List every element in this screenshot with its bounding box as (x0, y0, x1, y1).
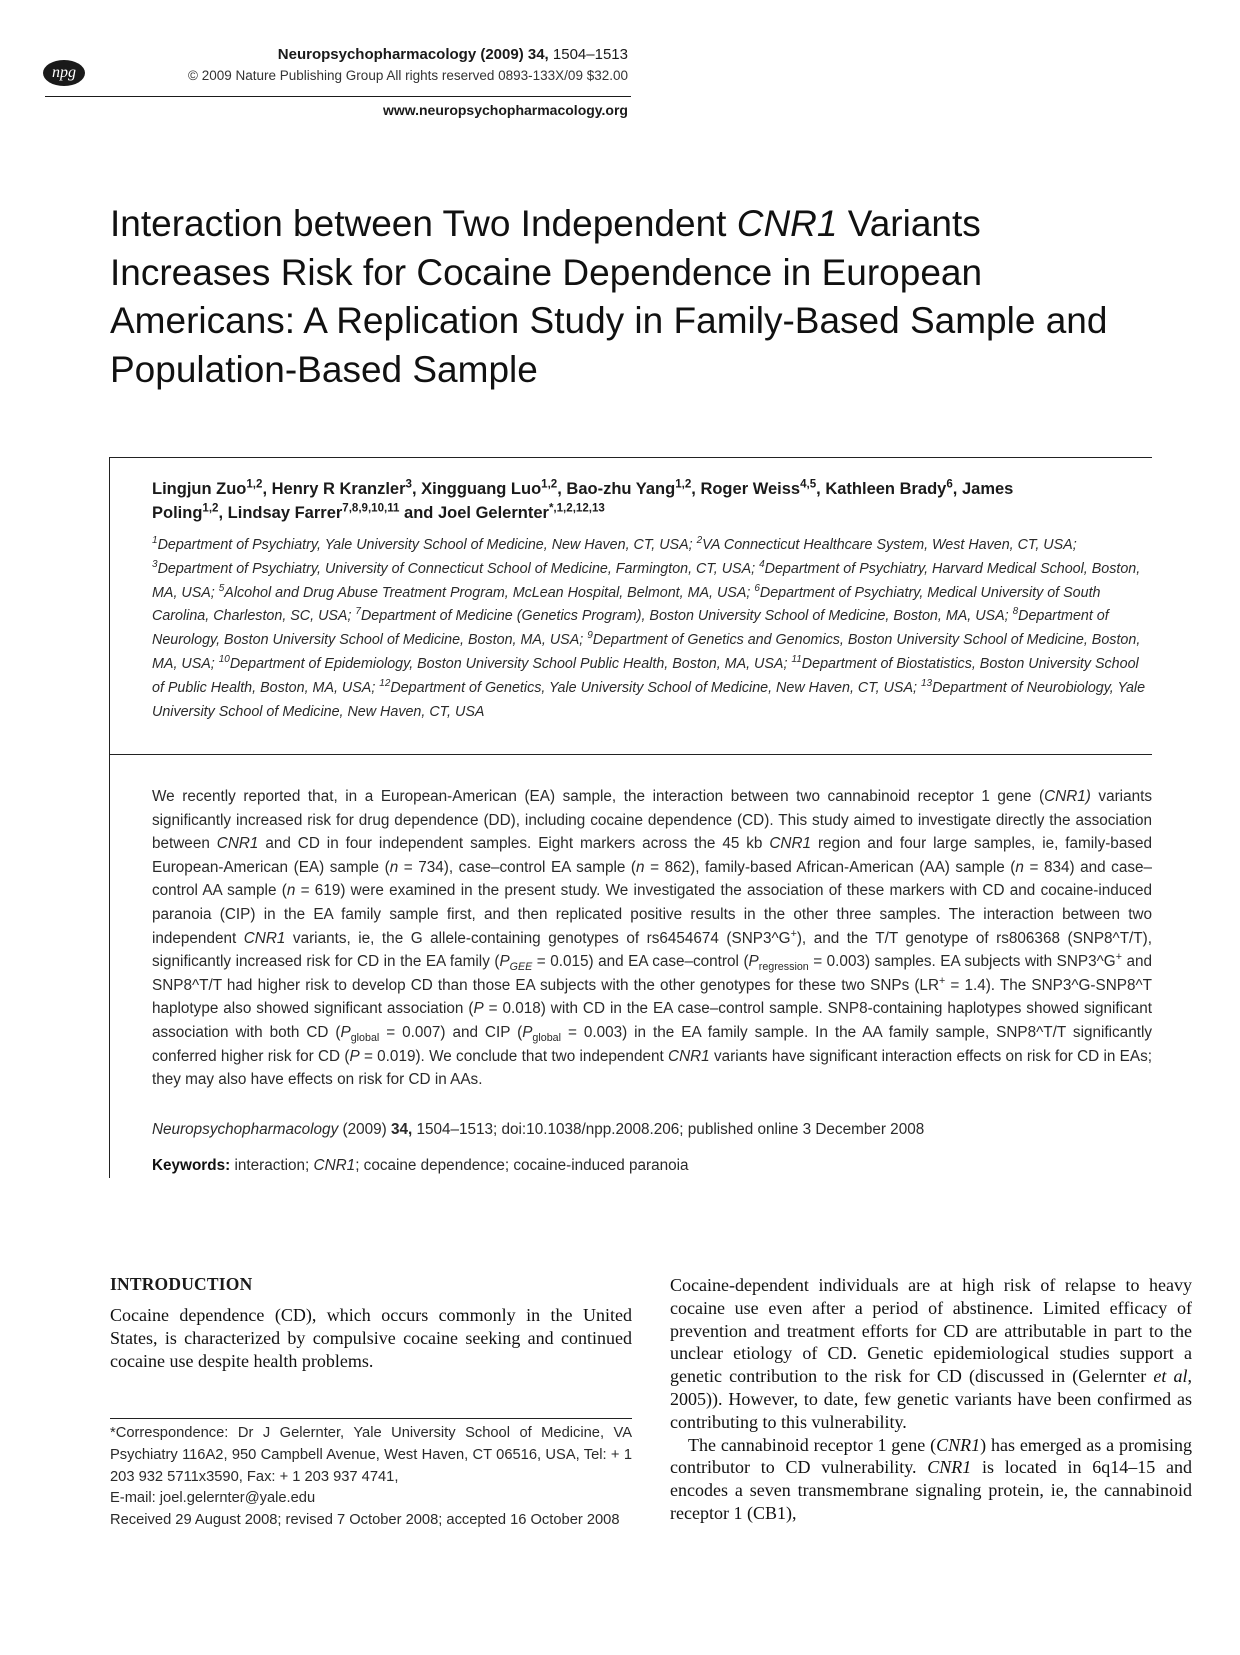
author-name: Bao-zhu Yang (566, 480, 676, 498)
journal-website[interactable]: www.neuropsychopharmacology.org (382, 102, 628, 118)
intro-paragraph-left: Cocaine dependence (CD), which occurs commonly in the United States, is characterized by compulsive cocaine seeking and continued cocaine use despite health problems. (110, 1305, 632, 1371)
affiliation-number: 6 (754, 582, 760, 594)
author-affiliation-marker: 7,8,9,10,11 (342, 502, 400, 515)
author-box-left-rule (109, 457, 110, 754)
copyright-line: © 2009 Nature Publishing Group All rights reserved 0893-133X/09 $32.00 (188, 68, 628, 83)
author-name: Kathleen Brady (825, 480, 947, 498)
author-affiliation-marker: 1,2 (202, 502, 219, 515)
affiliation-number: 7 (355, 606, 361, 618)
author-affiliation-marker: 1,2 (675, 478, 692, 491)
affiliation-text: Department of Psychiatry, Harvard Medical School, Boston, MA, USA; (152, 560, 1141, 601)
keywords-label: Keywords: (152, 1157, 231, 1174)
correspondence-footnote (110, 1423, 632, 1532)
author-affiliation-marker: 1,2 (541, 478, 558, 491)
affiliation-text: Department of Biostatistics, Boston University School of Public Health, Boston, MA, USA; (152, 655, 1139, 696)
affiliation-number: 10 (218, 654, 230, 666)
author-affiliation-marker: 3 (405, 478, 412, 491)
affiliation-text: Department of Neurobiology, Yale University School of Medicine, New Haven, CT, USA (152, 679, 1146, 720)
author-name: Lindsay Farrer (227, 504, 343, 522)
author-name: Joel Gelernter (437, 504, 549, 522)
correspondence-text: *Correspondence: Dr J Gelernter, Yale University School of Medicine, VA Psychiatry 116A2, 950 Campbell Avenue, West Haven, CT 06516, USA, Tel: + 1 203 932 5711x3590, Fax: + 1 203 937 4741, (110, 1425, 632, 1485)
affiliation-text: Department of Neurology, Boston University School of Medicine, Boston, MA, USA; (152, 608, 1109, 649)
journal-volume: 34, (527, 46, 549, 63)
footnote-divider (110, 1418, 632, 1419)
author-affiliation-marker: 1,2 (246, 478, 263, 491)
affiliation-number: 9 (587, 630, 593, 642)
author-box-top-rule (109, 457, 1152, 458)
author-name: Lingjun Zuo (152, 480, 247, 498)
affiliation-number: 3 (152, 559, 158, 571)
affiliation-number: 1 (152, 535, 158, 547)
affiliation-number: 4 (759, 559, 765, 571)
affiliation-text: VA Connecticut Healthcare System, West Haven, CT, USA; (702, 537, 1077, 553)
journal-year: (2009) (480, 46, 524, 63)
article-title: Interaction between Two Independent CNR1 Variants Increases Risk for Cocaine Dependence in European Americans: A Replication Study in Family-Based Sample and Population-Based Sample (110, 203, 1108, 390)
intro-right-column (670, 1274, 1192, 1525)
intro-paragraph-1-continued: Cocaine-dependent individuals are at high risk of relapse to heavy cocaine use even after a period of abstinence. Limited efficacy of prevention and treatment efforts for CD are attributable in part to the unclear etiology of CD. Genetic epidemiological studies support a genetic contribution to the risk for CD (discussed in (Gelernter et al, 2005)). However, to date, few genetic variants have been confirmed as contributing to this vulnerability. (670, 1275, 1192, 1432)
affiliation-text: Department of Genetics, Yale University School of Medicine, New Haven, CT, USA; (390, 679, 921, 696)
abstract-box-left-rule (109, 754, 110, 1178)
affiliation-number: 5 (218, 582, 225, 594)
abstract-text: We recently reported that, in a European-American (EA) sample, the interaction between two cannabinoid receptor 1 gene (CNR1) variants significantly increased risk for drug dependence (DD), including cocaine dependence (CD). This study aimed to investigate directly the association between CNR1 and CD in four independent samples. Eight markers across the 45 kb CNR1 region and four large samples, ie, family-based European-American (EA) sample (n = 734), case–control EA sample (n = 862), family-based African-American (AA) sample (n = 834) and case–control AA sample (n = 619) were examined in the present study. We investigated the association of these markers with CD and cocaine-induced paranoia (CIP) in the EA family sample first, and then replicated positive results in the other three samples. The interaction between two independent CNR1 variants, ie, the G allele-containing genotypes of rs6454674 (SNP3^G+), and the T/T genotype of rs806368 (SNP8^T/T), significantly increased risk for CD in the EA family $(P_{GEE} = 0.015)$ and EA case–control $(P_{regression} = 0.003)$ samples. EA subjects with SNP3^G+ and SNP8^T/T had higher risk to develop CD than those EA subjects with the other genotypes for these two SNPs (LR+ = 1.4). The SNP3^G-SNP8^T haplotype also showed significant association (P = 0.018) with CD in the EA case–control sample. SNP8-containing haplotypes showed significant association with both CD $(P_{global} = 0.007)$ and CIP $(P_{global} = 0.003)$ in the EA family sample. In the AA family sample, SNP8^T/T significantly conferred higher risk for CD (P = 0.019). We conclude that two independent CNR1 variants have significant interaction effects on risk for CD in EAs; they may also have effects on risk for CD in AAs. (152, 788, 1153, 1089)
author-affiliation-marker: *,1,2,12,13 (548, 502, 605, 515)
author-list: Lingjun Zuo$^{1,2}$, Henry R Kranzler$^3$, Xingguang Luo$^{1,2}$, Bao-zhu Yang$^{1,2}$, Roger Weiss$^{4,5}$, Kathleen Brady$^6$, James Poling$^{1,2}$, Lindsay Farrer$^{7,8,9,10,11}$ and Joel Gelernter$^{*,1,2,12,13}$ (152, 478, 1014, 522)
header-divider (45, 96, 631, 97)
publisher-logo: npg (43, 60, 85, 86)
journal-name: Neuropsychopharmacology (277, 46, 477, 63)
affiliation-number: 2 (696, 535, 703, 547)
correspondence-email[interactable]: E-mail: joel.gelernter@yale.edu (110, 1490, 316, 1507)
affiliation-text: Department of Psychiatry, University of Connecticut School of Medicine, Farmington, CT, USA; (157, 560, 760, 577)
abstract-box-top-rule (109, 754, 1152, 755)
author-name: Roger Weiss (700, 480, 801, 498)
affiliation-text: Department of Genetics and Genomics, Boston University School of Medicine, Boston, MA, USA; (152, 632, 1141, 672)
title-gene: CNR1 (736, 203, 838, 244)
affiliation-text: Department of Psychiatry, Yale University School of Medicine, New Haven, CT, USA; (157, 537, 697, 553)
author-name: Xingguang Luo (421, 480, 542, 498)
intro-paragraph-2: The cannabinoid receptor 1 gene (CNR1) has emerged as a promising contributor to CD vulnerability. CNR1 is located in 6q14–15 and encodes a seven transmembrane signaling protein, ie, the cannabinoid receptor 1 (CB1), (670, 1434, 1192, 1523)
affiliation-number: 12 (379, 678, 391, 690)
affiliation-text: Department of Psychiatry, Medical University of South Carolina, Charleston, SC, USA; (152, 584, 1101, 625)
section-heading-introduction: INTRODUCTION (110, 1274, 253, 1294)
affiliations (152, 534, 1152, 724)
affiliation-text: Department of Epidemiology, Boston University School Public Health, Boston, MA, USA; (229, 655, 792, 672)
received-dates: Received 29 August 2008; revised 7 October 2008; accepted 16 October 2008 (110, 1512, 620, 1529)
affiliation-text: Alcohol and Drug Abuse Treatment Program, McLean Hospital, Belmont, MA, USA; (224, 584, 755, 601)
keywords-line: Keywords: interaction; CNR1; cocaine dependence; cocaine-induced paranoia (152, 1157, 689, 1174)
citation-journal: Neuropsychopharmacology (152, 1121, 339, 1138)
author-name: Henry R Kranzler (271, 480, 406, 498)
affiliation-number: 8 (1012, 606, 1019, 618)
journal-pages: 1504–1513 (552, 46, 628, 63)
affiliation-number: 11 (791, 654, 802, 666)
author-affiliation-marker: 4,5 (800, 478, 817, 491)
author-name: James Poling (152, 480, 1014, 522)
affiliation-text: Department of Medicine (Genetics Program), Boston University School of Medicine, Boston, MA, USA; (360, 608, 1013, 625)
citation-line: Neuropsychopharmacology (2009) 34, 1504–1513; doi:10.1038/npp.2008.206; published online 3 December 2008 (152, 1121, 925, 1138)
journal-header (278, 46, 628, 63)
author-affiliation-marker: 6 (946, 478, 953, 491)
affiliation-number: 13 (920, 678, 933, 690)
